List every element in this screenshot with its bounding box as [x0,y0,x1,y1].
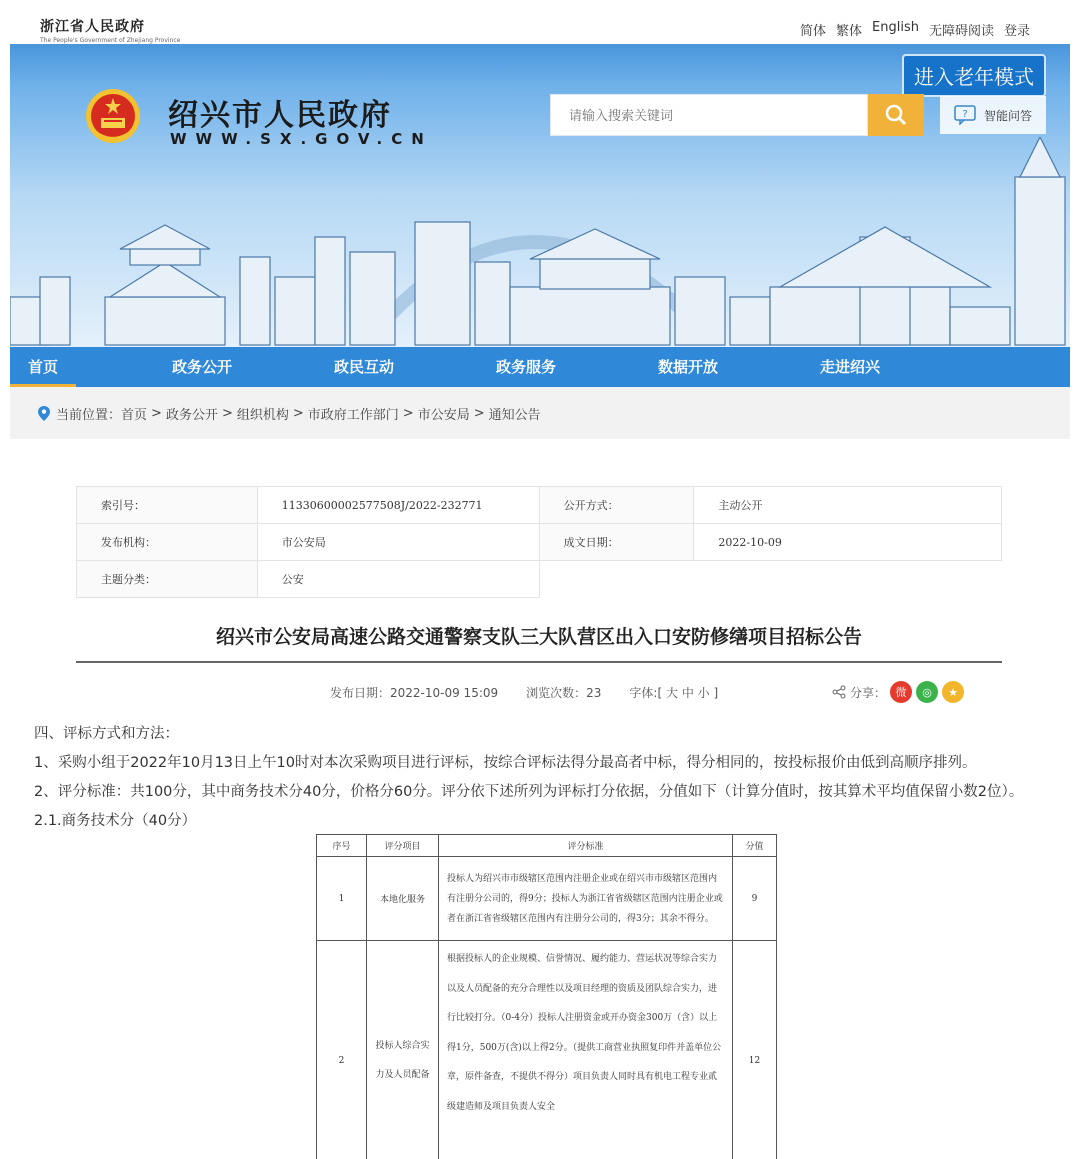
score-criteria: 根据投标人的企业规模、信誉情况、履约能力、营运状况等综合实力以及人员配备的充分合理性以及项目经理的资质及团队综合实力，进行比较打分。（0-4分）投标人注册资金或开办资金300万（含）以上得1分，500万(含)以上得2分。（提供工商营业执照复印件并盖单位公章，原件备查，不提供不得分）项目负责人同时具有机电工程专业贰级建造师及项目负责人安全 [439,941,733,1159]
open-method-value: 主动公开 [694,487,1002,524]
score-value: 12 [733,941,777,1159]
index-label: 索引号： [77,487,258,524]
breadcrumb-separator: > [221,405,233,421]
publish-date: 发布日期：2022-10-09 15:09 [330,686,499,700]
column-header: 评分标准 [439,835,733,857]
province-subtitle: The People's Government of Zhejiang Province [40,37,181,44]
font-size-small[interactable]: 小 [697,686,710,700]
subsection-heading: 2.1.商务技术分（40分） [34,813,197,829]
open-method-label: 公开方式： [539,487,694,524]
nav-services[interactable]: 政务服务 [496,358,557,376]
index-value: 11330600002577508J/2022-232771 [257,487,539,524]
publisher-value: 市公安局 [257,524,539,561]
site-url: WWW.SX.GOV.CN [170,130,433,148]
nav-gov-affairs[interactable]: 政务公开 [172,358,233,376]
breadcrumb-prefix: 当前位置： [56,407,122,423]
wechat-icon[interactable]: ◎ [916,681,938,703]
nav-about-shaoxing[interactable]: 走进绍兴 [820,358,881,376]
search-icon [885,104,907,126]
breadcrumb-separator: > [151,405,162,421]
empty-cell [539,561,1001,598]
svg-text:?: ? [962,109,968,120]
row-number: 1 [317,857,367,941]
search-input[interactable] [550,94,868,136]
breadcrumb-separator: > [402,405,414,421]
breadcrumb-departments[interactable]: 市政府工作部门 [307,407,399,423]
top-bar [10,12,1070,44]
scoring-table [316,834,777,1159]
smart-qa-button[interactable] [940,96,1046,134]
font-size-medium[interactable]: 中 [681,686,694,700]
header-banner [10,12,1070,347]
site-name[interactable]: 绍兴市人民政府 [168,98,392,133]
article-title: 绍兴市公安局高速公路交通警察支队三大队营区出入口安防修缮项目招标公告 [215,626,862,648]
smart-qa-label: 智能问答 [983,108,1032,123]
font-size-label: 字体:[ [629,686,663,700]
topic-value: 公安 [257,561,539,598]
publisher-label: 发布机构： [77,524,258,561]
share-label: 分享： [850,685,887,700]
nav-open-data[interactable]: 数据开放 [658,358,719,376]
font-size-switcher [629,684,718,701]
chat-question-icon [954,105,976,125]
score-criteria: 投标人为绍兴市市级辖区范围内注册企业或在绍兴市市级辖区范围内有注册分公司的，得9分；投标人为浙江省省级辖区范围内注册企业或者在浙江省省级辖区范围内有注册分公司的，得3分；其余不得分。 [439,857,733,941]
table-row [317,857,777,941]
breadcrumb-notices[interactable]: 通知公告 [488,407,541,423]
document-info-table [76,486,1002,598]
column-header: 序号 [317,835,367,857]
table-row [77,487,1002,524]
link-english[interactable]: English [872,20,919,35]
link-login[interactable]: 登录 [1003,24,1030,39]
nav-interaction[interactable]: 政民互动 [334,358,395,376]
column-header: 分值 [733,835,777,857]
province-name: 浙江省人民政府 [40,19,145,35]
paragraph: 1、采购小组于2022年10月13日上午10时对本次采购项目进行评标，按综合评标法得分最高者中标，得分相同的，按投标报价由低到高顺序排列。 [34,755,977,771]
location-pin-icon [38,406,50,421]
search-button[interactable] [868,94,924,136]
favorite-star-icon[interactable]: ★ [942,681,964,703]
link-accessible[interactable]: 无障碍阅读 [928,24,994,39]
weibo-icon[interactable]: 微 [890,681,912,703]
breadcrumb-separator: > [473,405,485,421]
breadcrumb [10,387,1070,439]
breadcrumb-home[interactable]: 首页 [121,407,148,423]
link-simplified[interactable]: 简体 [799,24,826,39]
score-item: 本地化服务 [367,857,439,941]
font-size-large[interactable]: 大 [665,686,678,700]
nav-home[interactable]: 首页 [10,347,76,387]
table-row [77,524,1002,561]
font-size-bracket: ] [713,686,719,700]
link-traditional[interactable]: 繁体 [836,24,863,39]
article-meta [330,684,718,701]
main-nav [10,347,1070,387]
province-logo[interactable] [40,16,180,44]
paragraph: 2、评分标准：共100分，其中商务技术分40分，价格分60分。评分依下述所列为评标打分依据，分值如下（计算分值时，按其算术平均值保留小数2位）。 [34,784,1024,800]
breadcrumb-separator: > [292,405,304,421]
table-row [317,941,777,1159]
column-header: 评分项目 [367,835,439,857]
breadcrumb-organization[interactable]: 组织机构 [236,407,289,423]
breadcrumb-police-bureau[interactable]: 市公安局 [417,407,470,423]
score-item: 投标人综合实力及人员配备 [367,941,439,1159]
date-value: 2022-10-09 [694,524,1002,561]
top-links [800,20,1030,39]
section-heading: 四、评标方式和方法： [34,726,179,742]
elder-mode-button[interactable]: 进入老年模式 [902,54,1046,97]
share-bar [832,681,964,703]
city-skyline-illustration [10,137,1070,347]
table-row [77,561,1002,598]
share-icon [832,685,846,699]
breadcrumb-gov-affairs[interactable]: 政务公开 [165,407,218,423]
view-count: 浏览次数：23 [526,686,602,700]
score-value: 9 [733,857,777,941]
row-number: 2 [317,941,367,1159]
date-label: 成文日期： [539,524,694,561]
table-header-row [317,835,777,857]
title-divider [76,661,1002,663]
topic-label: 主题分类： [77,561,258,598]
